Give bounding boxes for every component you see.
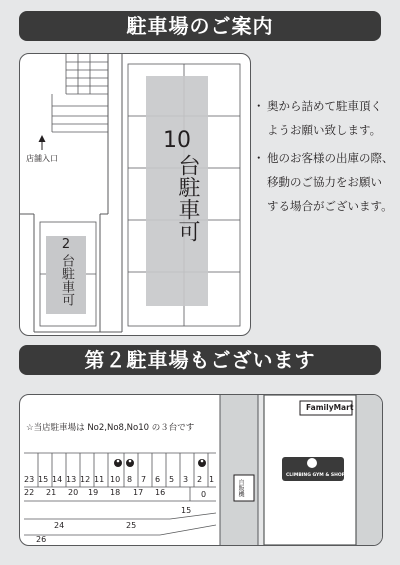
note-line: ようお願い致します。 [267,123,382,137]
stall-number: 13 [66,475,77,484]
notes-list [255,94,400,218]
note-line: する場合がございます。 [267,199,393,213]
big-lot-text: 台駐車可 [175,154,200,242]
stall-number: 15 [38,475,49,484]
parking-map-drawing [20,54,250,335]
stall-number: 26 [36,535,47,544]
stall-number: 14 [52,475,63,484]
second-parking-map [19,394,383,546]
section1-title: 駐車場のご案内 [19,11,381,41]
note-item [255,94,400,142]
stall-number: 21 [46,488,57,497]
stall-number: 8 [127,475,133,484]
vending-machine-label: 自販機 [237,479,244,497]
stall-number: 18 [110,488,121,497]
second-map-drawing [20,395,382,545]
stall-number: 16 [155,488,166,497]
stall-number: 7 [141,475,147,484]
section2-title: 第２駐車場もございます [19,345,381,375]
parking-map-panel [19,53,251,336]
stall-number: 17 [133,488,144,497]
small-lot-number: 2 [61,237,71,252]
stall-number: 23 [24,475,35,484]
stall-number: 10 [110,475,121,484]
big-lot-number: 10 [163,128,191,153]
stall-number: 0 [201,490,207,499]
stall-number: 25 [126,521,137,530]
stall-number: 2 [197,475,203,484]
second-map-caption: ☆当店駐車場は No2,No8,No10 の３台です [26,423,195,433]
stall-number: 24 [54,521,65,530]
stall-number: 1 [209,475,215,484]
small-lot-text: 台駐車可 [59,254,74,306]
stall-number: 22 [24,488,35,497]
stall-number: 19 [88,488,99,497]
familymart-label: FamilyMart [306,403,354,412]
stall-number: 20 [68,488,79,497]
stall-number: 3 [183,475,189,484]
note-item [255,146,400,218]
note-line: ・ 奥から詰めて駐車頂く [267,99,382,113]
gym-name-label: CLIMBING GYM & SHOP GO [286,473,355,478]
stall-number: 5 [169,475,175,484]
note-line: 移動のご協力をお願い [267,175,382,189]
entrance-label: 店舗入口 [26,154,58,163]
stall-number: 12 [80,475,91,484]
stall-number: 6 [155,475,161,484]
stall-number: 15 [181,506,192,515]
stall-number: 11 [94,475,105,484]
note-line: ・ 他のお客様の出庫の際、 [267,151,394,165]
